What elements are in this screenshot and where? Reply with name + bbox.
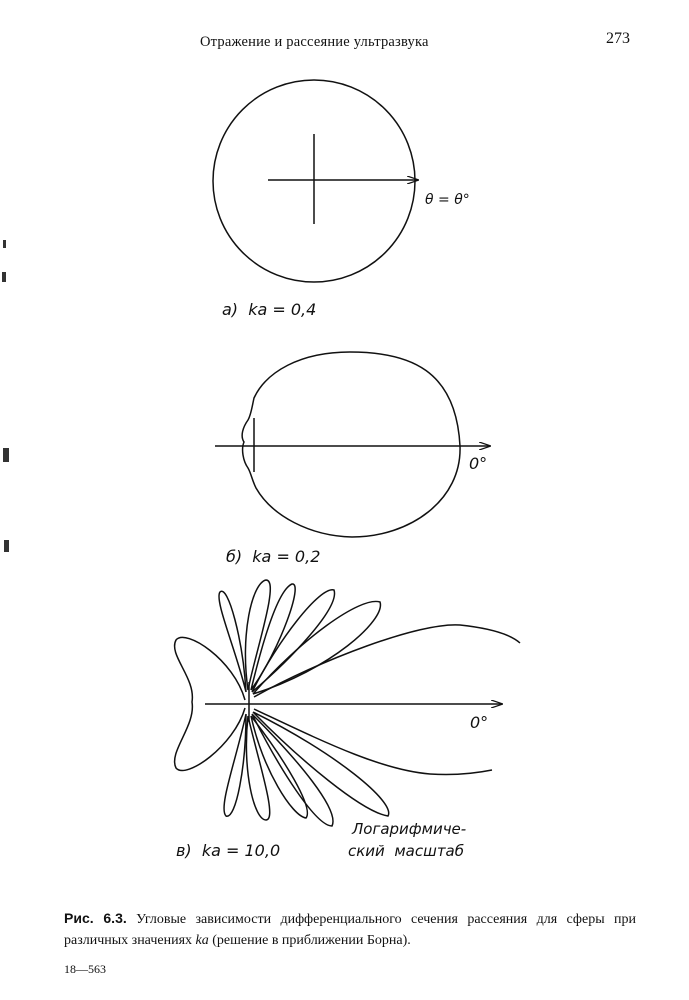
running-title: Отражение и рассеяние ультразвука bbox=[200, 34, 429, 50]
figure-number: Рис. 6.3. bbox=[64, 910, 127, 926]
printer-signature: 18—563 bbox=[64, 962, 106, 976]
panel-b-axis-label: 0° bbox=[469, 454, 488, 473]
panel-c-scale-note-line2: ский масштаб bbox=[348, 842, 465, 860]
panel-b-diagram bbox=[215, 352, 490, 537]
panel-c-lobe-7 bbox=[246, 716, 269, 820]
panel-a-axis-label: θ = θ° bbox=[425, 192, 470, 208]
panel-c-axis-label: 0° bbox=[470, 713, 489, 732]
panel-c-main-lobe-upper bbox=[254, 625, 520, 697]
panel-c-scale-note-line1: Логарифмиче- bbox=[352, 820, 467, 838]
panel-b-label: б) ka = 0,2 bbox=[226, 547, 321, 566]
panel-a-label: а) ka = 0,4 bbox=[222, 300, 317, 319]
panel-c-lobe-1 bbox=[219, 591, 246, 692]
caption-text-end: (решение в приближении Борна). bbox=[212, 933, 411, 948]
panel-b-polar-curve bbox=[242, 352, 460, 537]
panel-c-main-lobe-lower bbox=[254, 709, 492, 775]
panel-c-label: в) ka = 10,0 bbox=[176, 841, 281, 860]
panel-c-diagram bbox=[175, 580, 520, 826]
caption-text: Угловые зависимости дифференциального сечения рассеяния для сферы при различных значениях bbox=[64, 912, 636, 948]
page-number: 273 bbox=[606, 30, 630, 47]
panel-a-diagram bbox=[213, 80, 418, 282]
panel-c-lobe-10 bbox=[253, 712, 389, 816]
panel-c-lobe-8 bbox=[251, 716, 307, 818]
figure-caption bbox=[64, 908, 636, 951]
caption-ka: ka bbox=[195, 933, 209, 948]
